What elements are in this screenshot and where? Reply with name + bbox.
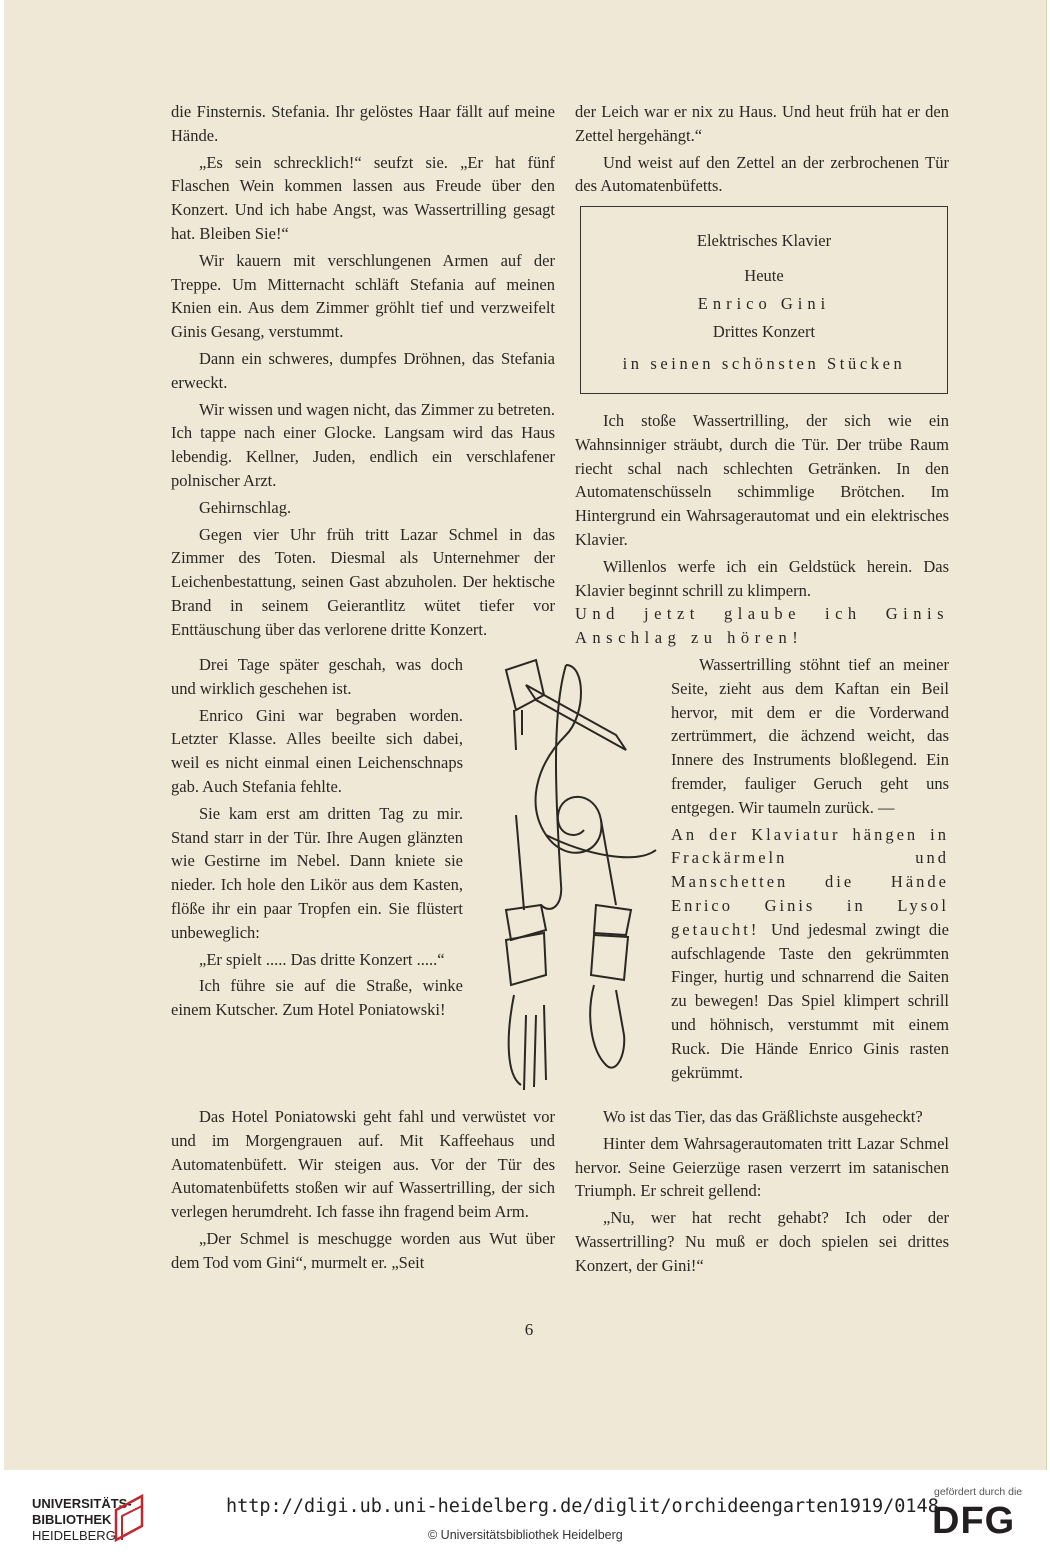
left-column-top (171, 100, 555, 645)
paragraph: Ich stoße Wassertrilling, der sich wie ein Wahnsinniger sträubt, durch die Tür. Der trübe Raum riecht schal nach schlechten Getränken. In den Automatenschüsseln schimmlige Brötchen. Im Hintergrund ein Wahrsagerautomat und ein elektrisches Klavier. (575, 411, 949, 549)
right-cuff (594, 905, 631, 935)
left-column-beside-illustration (171, 653, 463, 1025)
page-scan (4, 0, 1047, 1470)
paragraph: Sie kam erst am dritten Tag zu mir. Stand starr in der Tür. Ihre Augen glänzten wie Gestirne im Nebel. Dann kniete sie nieder. Ich hole den Likör aus dem Kasten, flöße ihr ein paar Tropfen ein. Sie flüstert unbeweglich: (171, 803, 463, 942)
paragraph: Ich führe sie auf die Straße, winke einem Kutscher. Zum Hotel Poniatowski! (171, 976, 463, 1020)
footer-bar (0, 1470, 1050, 1555)
paragraph: Dann ein schweres, dumpfes Dröhnen, das Stefania erweckt. (171, 348, 555, 392)
left-hand (509, 995, 546, 1090)
library-logo-icon (112, 1492, 148, 1542)
poster-line: Elektrisches Klavier (696, 231, 832, 250)
paragraph-tail: Und jedesmal zwingt die aufschlagende Taste den gekrümmten Finger, hurtig und schnarrend die Saiten zu bewegen! Das Spiel klimpert schrill und höhnisch, verstummt mit einem Ruck. Die Hände Enrico Ginis rasten gekrümmt. (671, 919, 949, 1082)
right-sleeve (591, 935, 628, 980)
paragraph: Drei Tage später geschah, was doch und wirklich geschehen ist. (171, 655, 463, 698)
paragraph: der Leich war er nix zu Haus. Und heut früh hat er den Zettel hergehängt.“ (575, 102, 949, 145)
spaced-paragraph (671, 825, 949, 1082)
paragraph: die Finsternis. Stefania. Ihr gelöstes Haar fällt auf meine Hände. (171, 102, 555, 145)
poster-line: Drittes Konzert (712, 322, 816, 341)
paragraph: Enrico Gini war begraben worden. Letzter Klasse. Alles beeilte sich dabei, weil es nicht einmal einen Leichenschnaps gab. Auch Stefania fehlte. (171, 705, 463, 796)
logo-line: HEIDELBERG (32, 1528, 116, 1543)
logo-line: BIBLIOTHEK (32, 1512, 112, 1527)
permalink-url[interactable]: http://digi.ub.uni-heidelberg.de/diglit/orchideengarten1919/0148 (226, 1496, 939, 1517)
page-number: 6 (524, 1320, 534, 1339)
spaced-paragraph: Und jetzt glaube ich Ginis Anschlag zu hören! (575, 604, 949, 648)
paragraph: Und weist auf den Zettel an der zerbrochenen Tür des Automatenbüfetts. (575, 152, 949, 196)
paragraph: Wassertrilling stöhnt tief an meiner Seite, zieht aus dem Kaftan ein Beil hervor, mit dem er die Vorderwand zertrümmert, die ächzend weicht, das Innere des Instruments bloßlegend. Ein fremder, fauliger Geruch geht uns entgegen. Wir taumeln zurück. — (671, 655, 949, 817)
copyright-notice: © Universitätsbibliothek Heidelberg (428, 1528, 623, 1542)
paragraph: „Er spielt ..... Das dritte Konzert .....“ (199, 949, 445, 969)
paragraph: „Nu, wer hat recht gehabt? Ich oder der Wassertrilling? Nu muß er doch spielen sei drittes Konzert, der Gini!“ (575, 1208, 949, 1275)
paragraph: Willenlos werfe ich ein Geldstück herein. Das Klavier beginnt schrill zu klimpern. (575, 556, 949, 600)
right-column-beside-illustration (671, 653, 949, 1084)
paragraph: Gegen vier Uhr früh tritt Lazar Schmel in das Zimmer des Toten. Diesmal als Unternehmer der Leichenbestattung, seinen Gast abzuholen. Der hektische Brand in seinem Geierantlitz wütet tiefer vor Enttäuschung über das verlorene dritte Konzert. (171, 524, 555, 639)
hanging-hands-illustration (466, 655, 666, 1105)
paragraph: Gehirnschlag. (199, 497, 292, 517)
left-sleeve (506, 933, 546, 985)
paragraph: „Es sein schrecklich!“ seufzt sie. „Er hat fünf Flaschen Wein kommen lassen aus Freude über den Konzert. Und ich habe Angst, was Wassertrilling gesagt hat. Bleiben Sie!“ (171, 152, 555, 243)
funding-note: gefördert durch die (934, 1486, 1023, 1498)
right-column-top (575, 100, 949, 201)
dfg-logo: DFG (932, 1500, 1016, 1542)
right-column-bottom (575, 1105, 949, 1281)
axe-head (506, 660, 544, 710)
logo-line: UNIVERSITÄTS- (32, 1496, 132, 1511)
spaced-text: An der Klaviatur hängen in Frackärmeln und Manschetten die Hände Enrico Ginis in Lysol getaucht! (671, 824, 949, 939)
paragraph: „Der Schmel is meschugge worden aus Wut über dem Tod vom Gini“, murmelt er. „Seit (171, 1228, 555, 1272)
paragraph: Das Hotel Poniatowski geht fahl und verwüstet vor und im Morgengrauen auf. Mit Kaffeehaus und Automatenbüfett. Wir steigen aus. Vor der Tür des Automatenbüfetts stoßen wir auf Wassertrilling, der sich verlegen herumdreht. Ich fasse ihn fragend beim Arm. (171, 1107, 555, 1222)
poster-line: Heute (744, 266, 784, 285)
paragraph: Wo ist das Tier, das das Gräßlichste ausgeheckt? (603, 1107, 923, 1126)
paragraph: Hinter dem Wahrsagerautomaten tritt Lazar Schmel hervor. Seine Geierzüge rasen verzerrt im satanischen Triumph. Er schreit gellend: (575, 1133, 949, 1201)
paragraph: Wir wissen und wagen nicht, das Zimmer zu betreten. Ich tappe nach einer Glocke. Langsam wird das Haus lebendig. Kellner, Juden, endlich ein verschlafener polnischer Arzt. (171, 399, 555, 490)
paragraph: Wir kauern mit verschlungenen Armen auf der Treppe. Um Mitternacht schläft Stefania auf meinen Knien ein. Aus dem Zimmer gröhlt tief und verzweifelt Ginis Gesang, verstummt. (171, 250, 555, 342)
left-column-bottom (171, 1105, 555, 1278)
poster-notice (580, 206, 948, 394)
right-column-middle (575, 409, 949, 653)
right-hand (590, 985, 624, 1068)
poster-line: in seinen schönsten Stücken (622, 354, 906, 373)
poster-line: Enrico Gini (697, 294, 831, 313)
treble-clef (536, 665, 602, 853)
